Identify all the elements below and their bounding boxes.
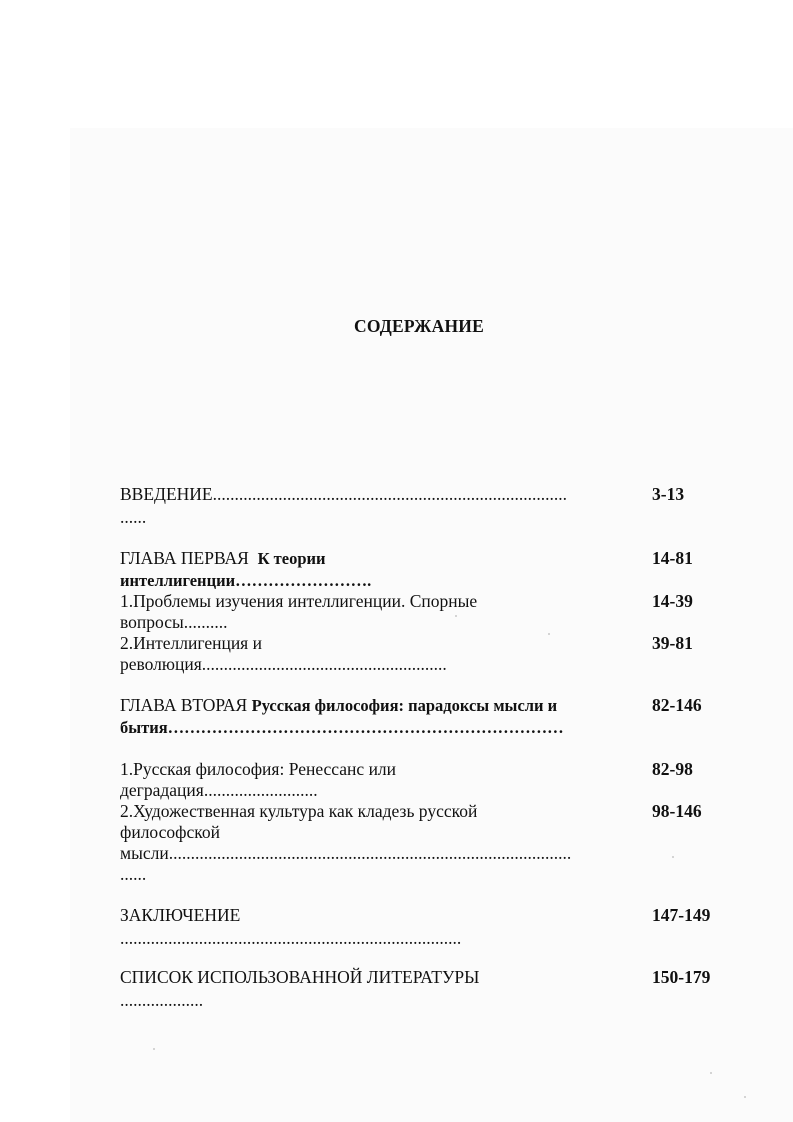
chapter2-heading bbox=[120, 695, 557, 716]
introduction-line: ВВЕДЕНИЕ................................................................................. bbox=[120, 484, 568, 504]
conclusion-pages: 147-149 bbox=[652, 905, 711, 925]
chapter1-section1-line1: 1.Проблемы изучения интеллигенции. Спорные bbox=[120, 591, 478, 611]
chapter1-pages: 14-81 bbox=[652, 548, 693, 568]
bibliography-leader: ................... bbox=[120, 990, 204, 1010]
scan-speck bbox=[153, 1048, 155, 1050]
chapter2-section1-line2: деградация.......................... bbox=[120, 780, 318, 800]
introduction-leader-cont: ...... bbox=[120, 507, 147, 527]
page-title: СОДЕРЖАНИЕ bbox=[353, 316, 484, 336]
chapter2-section2-pages: 98-146 bbox=[652, 801, 702, 821]
chapter1-label: ГЛАВА ПЕРВАЯ bbox=[120, 548, 249, 568]
chapter1-title-cont: интеллигенции……………………. bbox=[120, 571, 372, 590]
bibliography-line: СПИСОК ИСПОЛЬЗОВАННОЙ ЛИТЕРАТУРЫ bbox=[120, 967, 480, 987]
conclusion-leader: .............................................................................. bbox=[120, 928, 462, 948]
chapter2-section2-line4: ...... bbox=[120, 864, 147, 884]
conclusion-line: ЗАКЛЮЧЕНИЕ bbox=[120, 905, 241, 925]
chapter2-section1-line1: 1.Русская философия: Ренессанс или bbox=[120, 759, 397, 779]
chapter2-section2-line1: 2.Художественная культура как кладезь русской bbox=[120, 801, 478, 821]
introduction-pages: 3-13 bbox=[652, 484, 685, 504]
bibliography-pages: 150-179 bbox=[652, 967, 711, 987]
chapter2-title: Русская философия: парадоксы мысли и bbox=[251, 696, 558, 715]
chapter2-title-cont: бытия……………………………………………………………… bbox=[120, 718, 564, 737]
scan-speck bbox=[548, 633, 550, 635]
chapter1-section1-pages: 14-39 bbox=[652, 591, 693, 611]
scan-speck bbox=[710, 1072, 712, 1074]
chapter2-pages: 82-146 bbox=[652, 695, 702, 715]
scan-speck bbox=[744, 1096, 746, 1098]
chapter1-section2-line1: 2.Интеллигенция и bbox=[120, 633, 262, 653]
chapter1-title: К теории bbox=[257, 549, 326, 568]
scan-speck bbox=[672, 856, 674, 858]
chapter2-section1-pages: 82-98 bbox=[652, 759, 693, 779]
chapter2-section2-line3: мысли............................................................................................ bbox=[120, 843, 572, 863]
chapter1-section1-line2: вопросы.......... bbox=[120, 612, 228, 632]
chapter2-label: ГЛАВА ВТОРАЯ bbox=[120, 695, 248, 715]
chapter1-section2-pages: 39-81 bbox=[652, 633, 693, 653]
scan-speck bbox=[455, 615, 457, 617]
chapter2-section2-line2: философской bbox=[120, 822, 220, 842]
chapter1-section2-line2: революция........................................................ bbox=[120, 654, 447, 674]
chapter1-heading bbox=[120, 548, 326, 569]
